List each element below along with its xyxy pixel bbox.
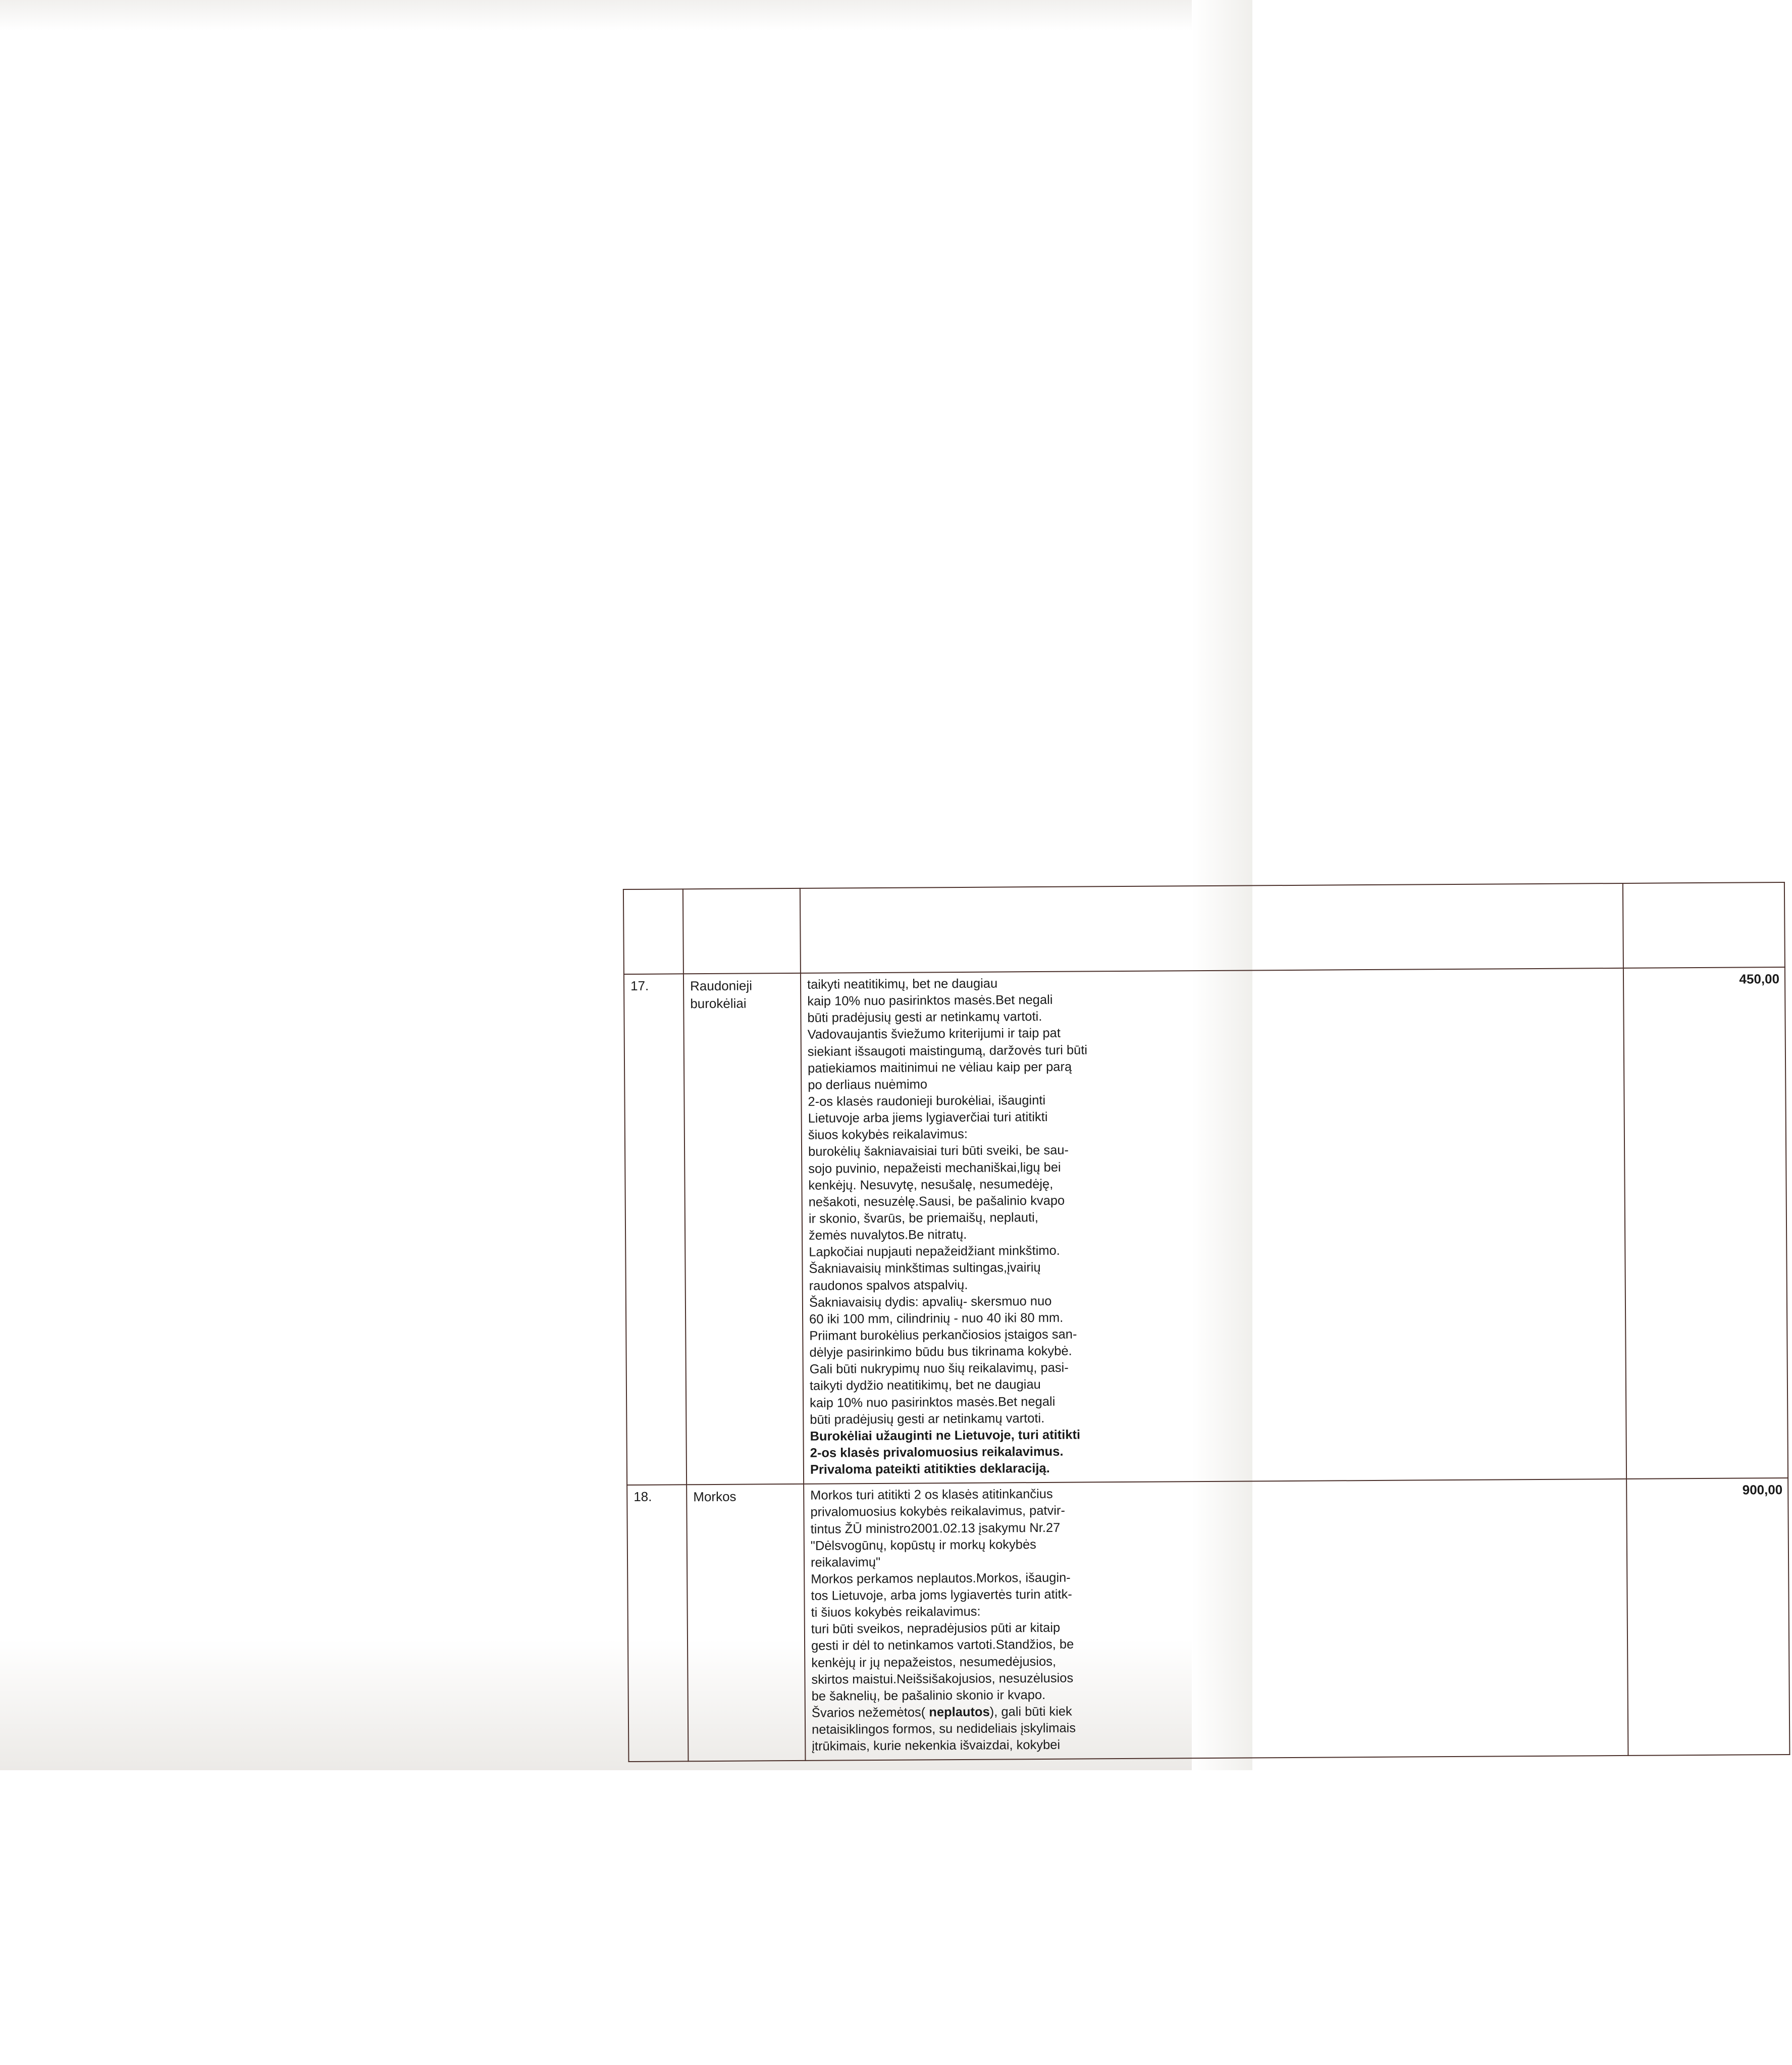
description-line: ti šiuos kokybės reikalavimus: — [811, 1604, 981, 1620]
description-line: patiekiamos maitinimui ne vėliau kaip per parą — [807, 1059, 1072, 1076]
description-line: Priimant burokėlius perkančiosios įstaigos san- — [809, 1327, 1077, 1343]
item-name-text: Raudonieji burokėliai — [690, 977, 752, 1011]
item-name-text: Morkos — [693, 1489, 736, 1504]
description-line: kenkėjų ir jų nepažeistos, nesumedėjusios, — [811, 1654, 1056, 1670]
description-line: Lapkočiai nupjauti nepažeidžiant minkštimo. — [808, 1243, 1060, 1259]
table-row — [623, 967, 1787, 1485]
spacer-cell-price — [1622, 882, 1784, 968]
spacer-cell-name — [682, 888, 800, 973]
description-emphasis: neplautos — [928, 1705, 990, 1719]
rotated-table-wrapper — [622, 881, 1790, 2064]
description-line: Šakniavaisių minkštimas sultingas,įvairių — [808, 1260, 1041, 1276]
description-line: žemės nuvalytos.Be nitratų. — [808, 1227, 967, 1243]
description-line: be šaknelių, be pašalinio skonio ir kvapo. — [811, 1687, 1045, 1704]
row-item-name — [687, 1484, 805, 1762]
spacer-cell-number — [623, 889, 683, 974]
row-price: 900,00 — [1626, 1478, 1789, 1756]
row-description — [800, 968, 1626, 1484]
description-line: tos Lietuvoje, arba joms lygiavertės turin atitk- — [810, 1587, 1072, 1603]
description-line: kaip 10% nuo pasirinktos masės.Bet negali — [809, 1394, 1055, 1410]
description-line: 60 iki 100 mm, cilindrinių - nuo 40 iki 80 mm. — [809, 1310, 1063, 1327]
description-line: ir skonio, švarūs, be priemaišų, neplauti, — [808, 1210, 1038, 1226]
description-line: skirtos maistui.Neišsišakojusios, nesuzėlusios — [811, 1670, 1073, 1687]
description-line: Burokėliai užauginti ne Lietuvoje, turi atitikti — [809, 1427, 1080, 1444]
description-line: raudonos spalvos atspalvių. — [809, 1277, 968, 1293]
description-line: Lietuvoje arba jiems lygiaverčiai turi atitikti — [808, 1109, 1048, 1126]
description-line: po derliaus nuėmimo — [807, 1077, 927, 1092]
row-price: 450,00 — [1623, 967, 1787, 1478]
row-item-name — [683, 973, 803, 1485]
description-line: netaisiklingos formos, su nedideliais įskylimais — [811, 1721, 1076, 1737]
description-line: taikyti neatitikimų, bet ne daugiau — [807, 976, 997, 992]
specification-table — [622, 881, 1790, 1762]
description-line: 2-os klasės privalomuosius reikalavimus. — [810, 1444, 1064, 1460]
row-description — [804, 1479, 1628, 1761]
description-lines-18 — [810, 1482, 1622, 1755]
description-line: tintus ŽŪ ministro2001.02.13 įsakymu Nr.27 — [810, 1520, 1060, 1536]
description-line: gesti ir dėl to netinkamos vartoti.Standžios, be — [811, 1637, 1074, 1653]
description-line: kenkėjų. Nesuvytę, nesušalę, nesumedėję, — [808, 1177, 1053, 1192]
row-number: 17. — [623, 974, 686, 1485]
description-line: sojo puvinio, nepažeisti mechaniškai,ligų bei — [808, 1159, 1061, 1176]
description-line: Gali būti nukrypimų nuo šių reikalavimų, pasi- — [809, 1360, 1069, 1376]
description-line: būti pradėjusių gesti ar netinkamų vartoti. — [807, 1009, 1042, 1025]
description-line: 2-os klasės raudonieji burokėliai, išauginti — [807, 1093, 1045, 1109]
table-row-spacer — [623, 882, 1784, 974]
description-line: turi būti sveikos, nepradėjusios pūti ar kitaip — [811, 1620, 1060, 1636]
description-line: dėlyje pasirinkimo būdu bus tikrinama kokybė. — [809, 1344, 1072, 1360]
row-number: 18. — [627, 1485, 688, 1762]
description-line: nešakoti, nesuzėlę.Sausi, be pašalinio kvapo — [808, 1193, 1065, 1209]
spacer-cell-description — [800, 883, 1623, 973]
description-line: Privaloma pateikti atitikties deklaraciją. — [810, 1461, 1050, 1477]
description-line: šiuos kokybės reikalavimus: — [808, 1127, 968, 1142]
description-line: Švarios nežemėtos( neplautos), gali būti kiek — [811, 1704, 1072, 1720]
table-row — [627, 1478, 1789, 1762]
description-line: būti pradėjusių gesti ar netinkamų vartoti. — [809, 1411, 1044, 1426]
description-line: Morkos perkamos neplautos.Morkos, išaugin- — [810, 1570, 1071, 1586]
description-line: siekiant išsaugoti maistingumą, daržovės turi būti — [807, 1042, 1087, 1058]
description-line: Morkos turi atitikti 2 os klasės atitinkančius — [810, 1487, 1053, 1503]
description-lines-17 — [807, 972, 1620, 1478]
description-line: reikalavimų" — [810, 1555, 880, 1570]
description-line: "Dėlsvogūnų, kopūstų ir morkų kokybės — [810, 1537, 1036, 1553]
description-line: įtrūkimais, kurie nekenkia išvaizdai, kokybei — [811, 1737, 1060, 1754]
description-line: Vadovaujantis šviežumo kriterijumi ir taip pat — [807, 1026, 1061, 1042]
description-line: taikyti dydžio neatitikimų, bet ne daugiau — [809, 1377, 1041, 1393]
description-line: privalomuosius kokybės reikalavimus, patvir- — [810, 1503, 1065, 1519]
description-line: burokėlių šakniavaisiai turi būti sveiki, be sau- — [808, 1143, 1069, 1159]
description-line: kaip 10% nuo pasirinktos masės.Bet negali — [807, 992, 1053, 1009]
description-line: Šakniavaisių dydis: apvalių- skersmuo nuo — [809, 1294, 1051, 1309]
